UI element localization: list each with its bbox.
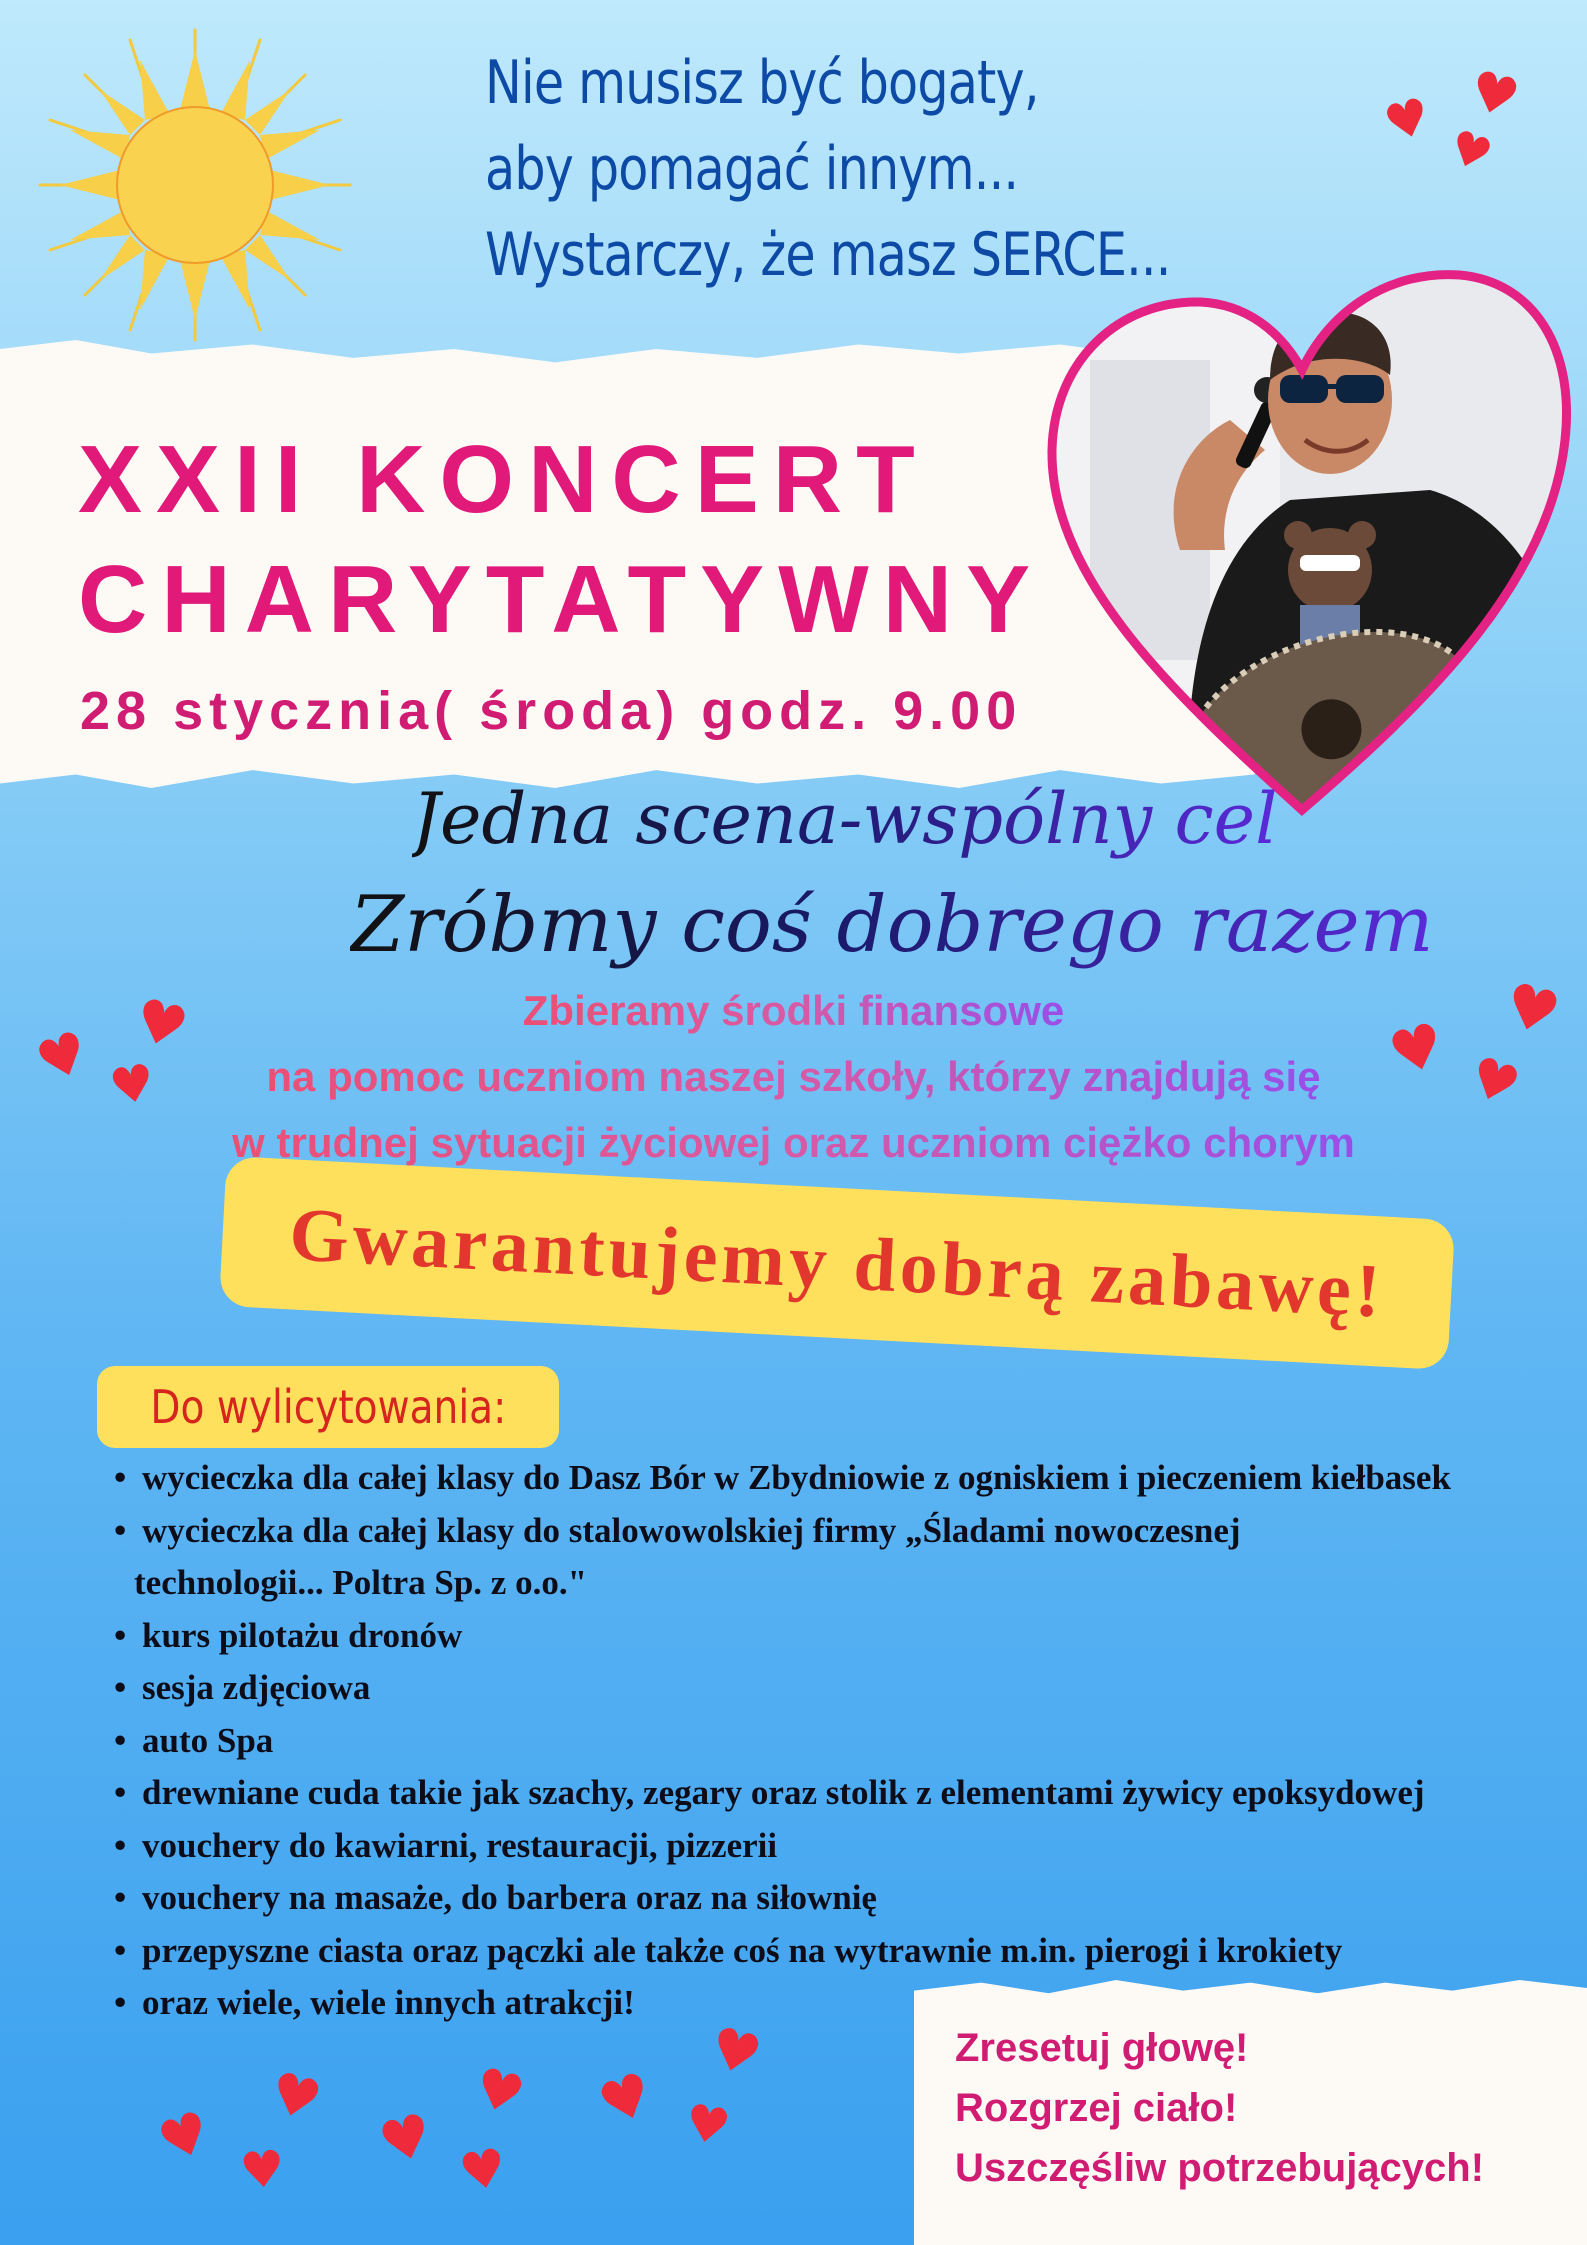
purpose-line: Zbieramy środki finansowe: [523, 978, 1065, 1044]
list-item-continuation: technologii... Poltra Sp. z o.o.": [134, 1563, 588, 1602]
purpose-line: w trudnej sytuacji życiowej oraz uczniom ciężko chorym: [232, 1110, 1355, 1176]
closing-slogans: [955, 2018, 1484, 2198]
performer-photo: [1030, 250, 1580, 820]
heart-icon: ♥: [28, 1018, 98, 1097]
purpose-line: na pomoc uczniom naszej szkoły, którzy znajdują się: [266, 1044, 1320, 1110]
slogan-line: Jedna scena-wspólny cel: [412, 778, 1278, 860]
fundraising-purpose: [0, 978, 1587, 1176]
concert-title: [78, 420, 1044, 660]
heart-icon: ♥: [1381, 1009, 1452, 1091]
slogan-line: Zróbmy coś dobrego razem: [350, 880, 1434, 970]
title-line: CHARYTATYWNY: [78, 546, 1045, 653]
heart-icon: ♥: [372, 2099, 440, 2179]
heart-icon: ♥: [105, 1052, 160, 1118]
prize-list: [110, 1452, 1510, 2030]
list-item: • vouchery do kawiarni, restauracji, pizzerii: [110, 1820, 1510, 1873]
closing-line: Zresetuj głowę!: [955, 2026, 1249, 2070]
heart-icon: ♥: [680, 2092, 735, 2158]
heart-icon: ♥: [237, 2139, 288, 2201]
heart-icon: ♥: [127, 984, 195, 1064]
sun-icon: [30, 20, 360, 350]
event-date: 28 stycznia( środa) godz. 9.00: [80, 681, 1023, 741]
list-item: • kurs pilotażu dronów: [110, 1610, 1510, 1663]
list-item: • vouchery na masaże, do barbera oraz na siłownię: [110, 1872, 1510, 1925]
heart-icon: ♥: [1496, 969, 1567, 1051]
quote-line: aby pomagać innym...: [485, 134, 1019, 204]
auction-label: [97, 1366, 559, 1448]
auction-label-text: Do wylicytowania:: [150, 1380, 506, 1434]
heart-icon: ♥: [702, 2014, 768, 2091]
heart-icon: ♥: [589, 2058, 663, 2140]
heart-icon: ♥: [1442, 118, 1500, 184]
list-item: • auto Spa: [110, 1715, 1510, 1768]
heart-icon: ♥: [1378, 86, 1437, 154]
list-item: • sesja zdjęciowa: [110, 1662, 1510, 1715]
heart-icon: ♥: [262, 2059, 328, 2136]
heart-icon: ♥: [1460, 1043, 1528, 1120]
list-item: • wycieczka dla całej klasy do stalowowolskiej firmy „Śladami nowoczesnej: [110, 1505, 1510, 1558]
heart-icon: ♥: [150, 2098, 220, 2177]
list-item: • przepyszne ciasta oraz pączki ale także coś na wytrawnie m.in. pierogi i krokiety: [110, 1925, 1510, 1978]
list-item: • oraz wiele, wiele innych atrakcji!: [110, 1977, 1510, 2030]
quote-line: Wystarczy, że masz SERCE...: [485, 220, 1171, 290]
closing-line: Uszczęśliw potrzebujących!: [955, 2146, 1485, 2190]
heart-icon: ♥: [455, 2137, 512, 2205]
quote-line: Nie musisz być bogaty,: [485, 48, 1039, 118]
title-line: XXII KONCERT: [78, 426, 929, 533]
closing-line: Rozgrzej ciało!: [955, 2086, 1238, 2130]
list-item: • drewniane cuda takie jak szachy, zegary oraz stolik z elementami żywicy epoksydowej: [110, 1767, 1510, 1820]
heart-icon: ♥: [1462, 57, 1526, 132]
heart-icon: ♥: [467, 2054, 531, 2129]
fun-banner: [219, 1156, 1455, 1370]
list-item: • wycieczka dla całej klasy do Dasz Bór w Zbydniowie z ogniskiem i pieczeniem kiełbasek: [110, 1452, 1510, 1505]
banner-text: Gwarantujemy dobrą zabawę!: [287, 1191, 1387, 1334]
